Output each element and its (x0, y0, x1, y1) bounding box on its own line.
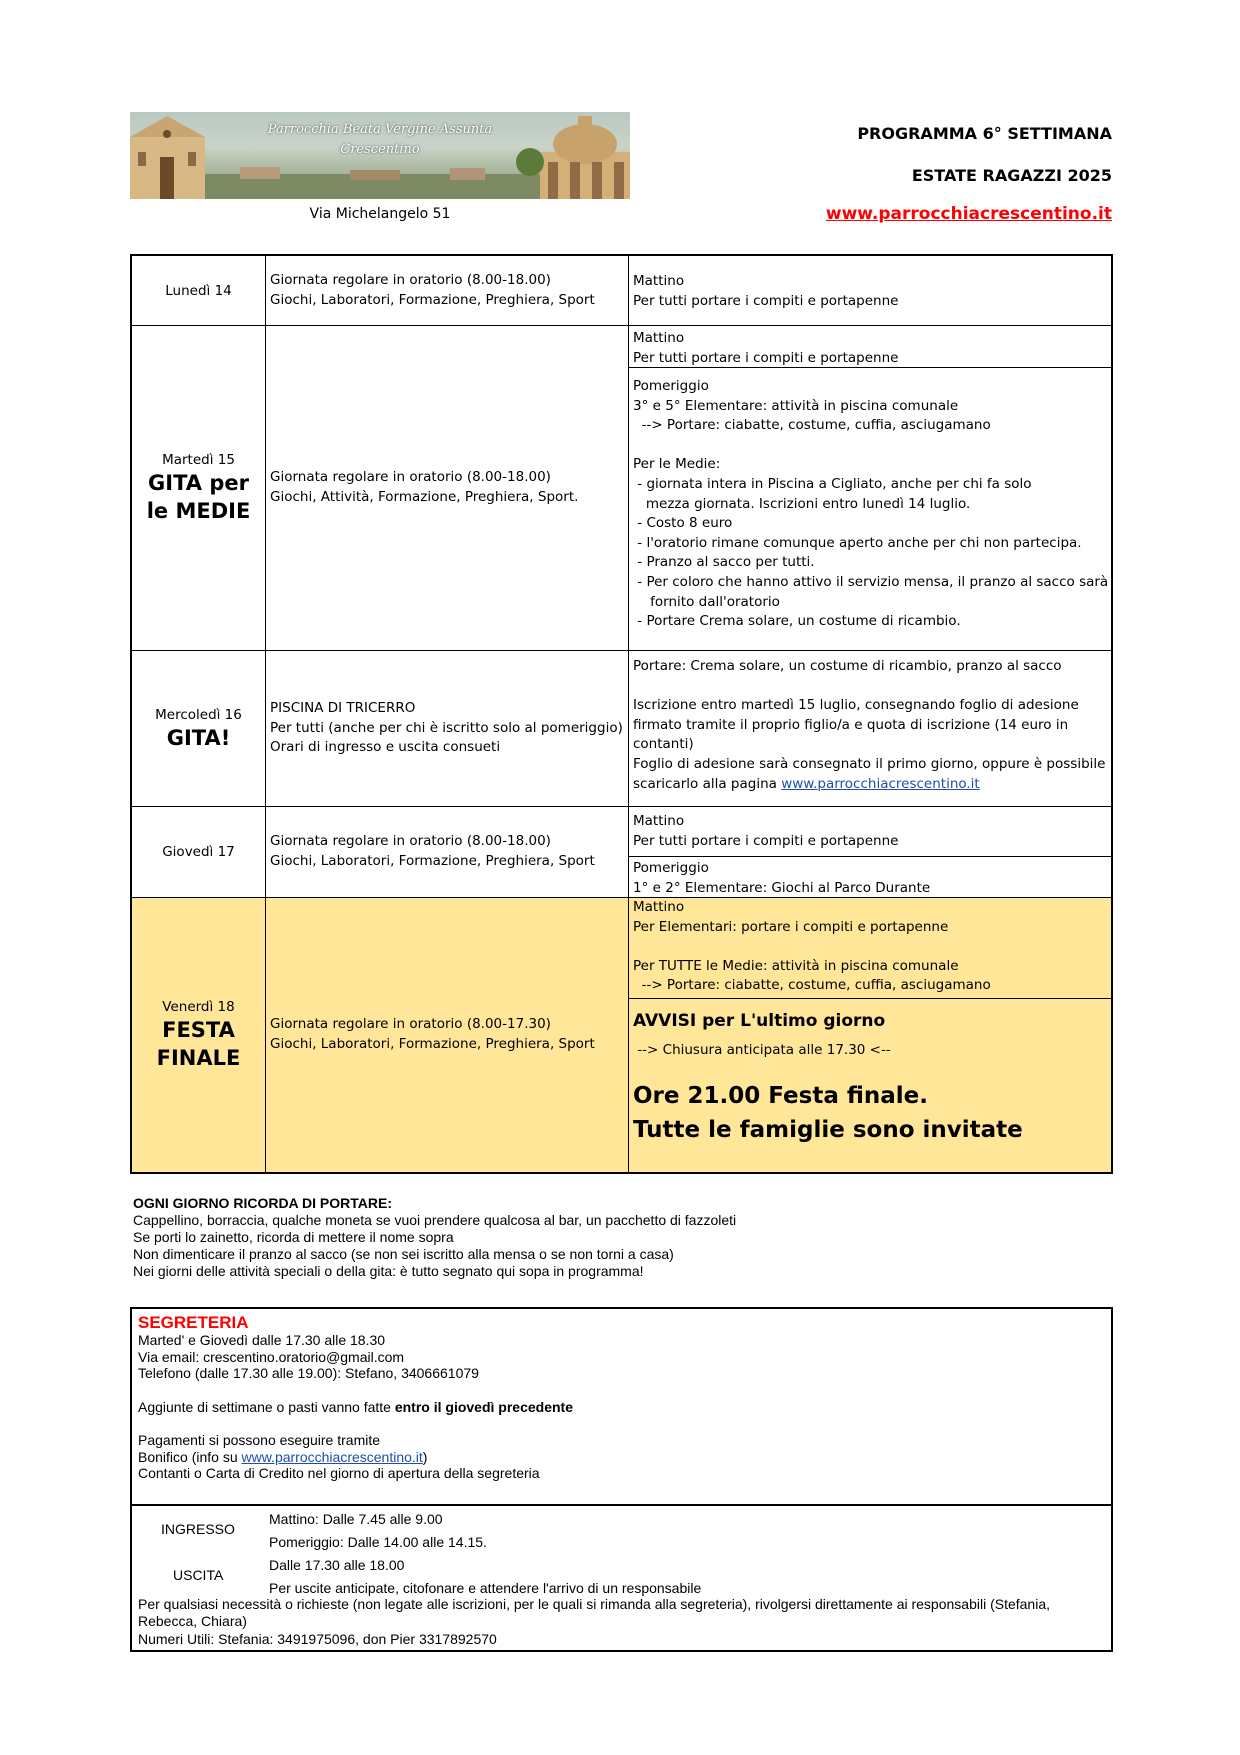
final-party-line: Tutte le famiglie sono invitate (633, 1116, 1023, 1143)
secretary-bonifico (138, 1449, 1111, 1466)
activity-cell (266, 256, 629, 325)
note-line: Per TUTTE le Medie: attività in piscina comunale (633, 957, 959, 974)
note-line: Per le Medie: (633, 456, 721, 473)
daily-reminder (133, 1195, 1093, 1280)
notes-cell (629, 651, 1111, 806)
note-line: Mattino (633, 899, 685, 915)
note-line: - Costo 8 euro (633, 515, 733, 532)
note-line: firmato tramite il proprio figlio/a e quota di iscrizione (14 euro in (633, 716, 1069, 733)
contact-note: Per qualsiasi necessità o richieste (non legate alle iscrizioni, per le quali si rimanda alla segreteria), rivolgersi direttamente ai responsabili (Stefania, Rebecca, Chiara) (138, 1596, 1051, 1629)
morning-subcell (629, 326, 1111, 368)
website-link[interactable]: www.parrocchiacrescentino.it (825, 204, 1112, 224)
bonifico-suffix: ) (422, 1448, 428, 1465)
note-line: Pomeriggio (633, 378, 709, 394)
note-line: Per tutti portare i compiti e portapenne (633, 349, 899, 366)
day-label: Mercoledì 16 (155, 706, 242, 723)
notes-cell (629, 256, 1111, 325)
day-cell (132, 651, 266, 806)
banner-town-name: Crescentino (340, 142, 420, 157)
activity-line: Giochi, Laboratori, Formazione, Preghiera, Sport (270, 853, 595, 869)
useful-numbers: Numeri Utili: Stefania: 3491975096, don Pier 3317892570 (138, 1631, 497, 1647)
activity-line: PISCINA DI TRICERRO (270, 700, 416, 717)
note-line: Per Elementari: portare i compiti e portapenne (633, 918, 949, 935)
day-highlight: FINALE (156, 1046, 241, 1070)
website-link[interactable]: www.parrocchiacrescentino.it (241, 1448, 423, 1465)
ingresso-label: INGRESSO (161, 1521, 235, 1537)
uscita-time: Dalle 17.30 alle 18.00 (269, 1557, 405, 1573)
day-label: Martedì 15 (162, 452, 235, 468)
note-line: 1° e 2° Elementare: Giochi al Parco Durante (633, 879, 931, 896)
note-line: --> Portare: ciabatte, costume, cuffia, asciugamano (633, 977, 991, 994)
parish-address: Via Michelangelo 51 (309, 206, 451, 222)
activity-cell (266, 326, 629, 650)
day-cell (132, 326, 266, 650)
weekly-schedule-table (130, 254, 1113, 1174)
uscita-label: USCITA (173, 1567, 224, 1583)
final-party-line: Ore 21.00 Festa finale. (633, 1082, 929, 1109)
secretary-info (132, 1309, 1111, 1506)
activity-line: Giochi, Laboratori, Formazione, Preghiera, Sport (270, 1036, 595, 1052)
day-highlight: GITA! (166, 725, 231, 750)
notes-cell (629, 898, 1111, 1172)
morning-subcell (629, 898, 1111, 999)
activity-line: Giornata regolare in oratorio (8.00-18.00) (270, 469, 551, 486)
activity-line: Per tutti (anche per chi è iscritto solo al pomeriggio) (270, 719, 623, 736)
additions-text: Aggiunte di settimane o pasti vanno fatte (138, 1398, 395, 1415)
activity-line: Giochi, Attività, Formazione, Preghiera, Sport. (270, 489, 579, 505)
note-line (633, 937, 1107, 957)
day-highlight: FESTA (162, 1018, 235, 1042)
secretary-phone: Telefono (dalle 17.30 alle 19.00): Stefano, 3406661079 (138, 1365, 479, 1381)
note-line: - giornata intera in Piscina a Cigliato, anche per chi fa solo (633, 475, 1032, 492)
activity-cell (266, 807, 629, 897)
parish-banner-logo (130, 112, 630, 199)
note-line (633, 436, 1107, 456)
note-line: Foglio di adesione sarà consegnato il primo giorno, oppure è possibile (633, 755, 1106, 772)
activity-line: Giornata regolare in oratorio (8.00-18.00) (270, 833, 551, 850)
day-cell (132, 807, 266, 897)
note-line: - Pranzo al sacco per tutti. (633, 554, 815, 571)
note-line: Pomeriggio (633, 860, 709, 876)
afternoon-subcell (629, 857, 1111, 898)
note-line: Mattino (633, 330, 685, 346)
reminder-line: Nei giorni delle attività speciali o della gita: è tutto segnato qui sopa in programma! (133, 1263, 644, 1279)
schedule-row-wednesday (132, 651, 1111, 807)
schedule-row-monday (132, 256, 1111, 326)
secretary-additions (138, 1399, 1111, 1416)
activity-line: Orari di ingresso e uscita consueti (270, 739, 501, 756)
secretary-box (130, 1307, 1113, 1652)
note-line: Mattino (633, 813, 685, 829)
note-line: - Per coloro che hanno attivo il servizio mensa, il pranzo al sacco sarà (633, 573, 1109, 590)
program-title: PROGRAMMA 6° SETTIMANA (857, 124, 1112, 143)
morning-subcell (629, 807, 1111, 857)
day-label: Lunedì 14 (165, 282, 232, 299)
day-highlight: le MEDIE (146, 499, 251, 523)
secretary-hours: Marted' e Giovedì dalle 17.30 alle 18.30 (138, 1332, 386, 1348)
schedule-row-friday (132, 898, 1111, 1172)
notes-cell (629, 807, 1111, 897)
ingresso-morning: Mattino: Dalle 7.45 alle 9.00 (269, 1511, 443, 1527)
note-line: Iscrizione entro martedì 15 luglio, consegnando foglio di adesione (633, 697, 1079, 714)
note-line: Per tutti portare i compiti e portapenne (633, 292, 899, 309)
day-cell (132, 256, 266, 325)
activity-cell (266, 651, 629, 806)
day-label: Venerdì 18 (162, 999, 235, 1015)
secretary-payments: Pagamenti si possono eseguire tramite (138, 1432, 381, 1448)
secretary-email: Via email: crescentino.oratorio@gmail.com (138, 1348, 405, 1365)
note-line: Mattino (633, 273, 685, 289)
reminder-title: OGNI GIORNO RICORDA DI PORTARE: (133, 1195, 392, 1211)
note-line: --> Portare: ciabatte, costume, cuffia, asciugamano (633, 417, 991, 434)
day-label: Giovedì 17 (162, 844, 235, 860)
notes-cell (629, 326, 1111, 650)
website-link[interactable]: www.parrocchiacrescentino.it (781, 775, 980, 792)
reminder-line: Cappellino, borraccia, qualche moneta se vuoi prendere qualcosa al bar, un pacchetto di fazzoleti (133, 1212, 737, 1228)
note-line: mezza giornata. Iscrizioni entro lunedì 14 luglio. (633, 495, 971, 512)
note-line: Portare: Crema solare, un costume di ricambio, pranzo al sacco (633, 658, 1062, 674)
secretary-cash: Contanti o Carta di Credito nel giorno di apertura della segreteria (138, 1465, 540, 1481)
activity-line: Giornata regolare in oratorio (8.00-18.00) (270, 271, 551, 288)
note-line: contanti) (633, 736, 694, 753)
note-line (633, 775, 1107, 795)
ingresso-afternoon: Pomeriggio: Dalle 14.00 alle 14.15. (269, 1534, 487, 1550)
additions-deadline: entro il giovedì precedente (394, 1398, 573, 1415)
avvisi-subcell (629, 999, 1111, 1147)
schedule-row-thursday (132, 807, 1111, 898)
activity-line: Giornata regolare in oratorio (8.00-17.30) (270, 1016, 551, 1033)
activity-line: Giochi, Laboratori, Formazione, Preghiera, Sport (270, 291, 595, 308)
afternoon-subcell (629, 368, 1111, 632)
note-line: 3° e 5° Elementare: attività in piscina comunale (633, 397, 959, 414)
secretary-title: SEGRETERIA (138, 1313, 249, 1332)
uscita-note: Per uscite anticipate, citofonare e attendere l'arrivo di un responsabile (269, 1580, 702, 1596)
day-cell (132, 898, 266, 1172)
entry-exit-times (132, 1506, 1111, 1650)
activity-cell (266, 898, 629, 1172)
banner-parish-name: Parrocchia Beata Vergine Assunta (267, 122, 493, 137)
note-line: Per tutti portare i compiti e portapenne (633, 832, 899, 849)
bonifico-text: Bonifico (info su (138, 1448, 242, 1465)
reminder-line: Non dimenticare il pranzo al sacco (se non sei iscritto alla mensa o se non torni a casa) (133, 1246, 674, 1262)
avvisi-title: AVVISI per L'ultimo giorno (633, 1011, 886, 1031)
schedule-row-tuesday (132, 326, 1111, 651)
note-line: fornito dall'oratorio (633, 593, 780, 610)
note-line (633, 677, 1107, 697)
day-highlight: GITA per (148, 471, 249, 495)
program-subtitle: ESTATE RAGAZZI 2025 (911, 166, 1112, 185)
avvisi-line: --> Chiusura anticipata alle 17.30 <-- (633, 1042, 891, 1058)
reminder-line: Se porti lo zainetto, ricorda di mettere il nome sopra (133, 1229, 454, 1245)
note-line: - l'oratorio rimane comunque aperto anche per chi non partecipa. (633, 534, 1082, 551)
note-line: - Portare Crema solare, un costume di ricambio. (633, 613, 961, 630)
note-text: scaricarlo alla pagina (633, 775, 782, 792)
